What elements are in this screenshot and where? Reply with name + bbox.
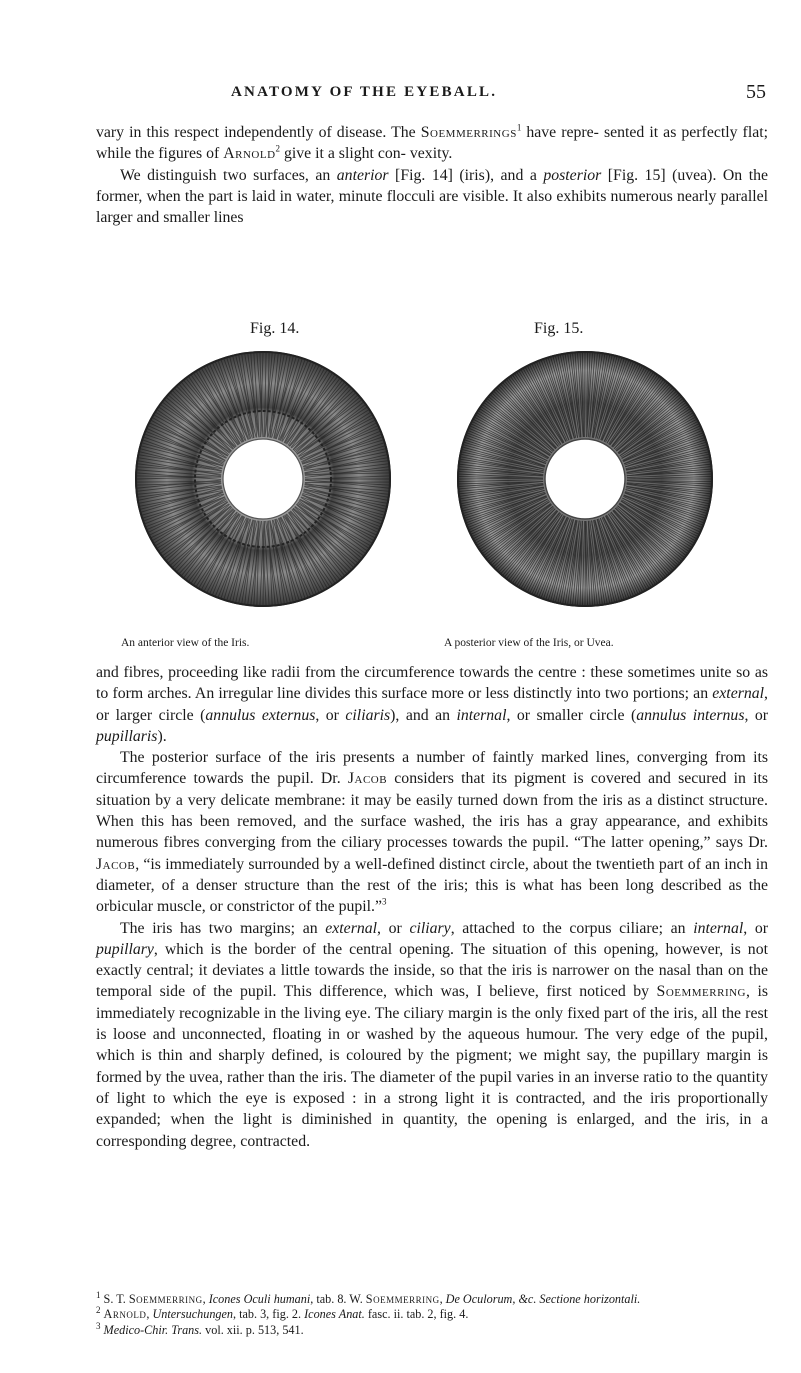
term-italic: ciliaris	[345, 706, 391, 724]
text-span: ), and an	[390, 706, 457, 724]
work-title: Icones Oculi humani	[208, 1292, 311, 1306]
text-span: [Fig. 14] (iris), and a	[388, 166, 544, 184]
term-italic: anterior	[336, 166, 389, 184]
work-title: Icones Anat.	[304, 1307, 365, 1322]
author-name: Soemmerring	[656, 983, 747, 1001]
text-span: , or	[377, 919, 410, 937]
author-name: Soemmerring	[365, 1292, 440, 1306]
figure-pair	[96, 320, 768, 650]
text-span: [Fig. 15] (uvea). On the former, when the part is laid in water, minute flocculi are visible. It also exhibits numerous nearly parallel larger and smaller lines	[96, 166, 768, 227]
text-span: , tab. 8. W.	[310, 1292, 366, 1306]
term-italic: annulus externus	[205, 706, 316, 724]
author-name: Soemmerrings	[420, 124, 517, 141]
text-span: give it a slight con-	[280, 145, 406, 163]
term-italic: ciliary	[409, 919, 451, 937]
author-name: Jacob	[347, 770, 388, 788]
fig15-label: Fig. 15.	[534, 320, 584, 337]
paragraph-intro	[96, 122, 768, 228]
text-span: ).	[157, 727, 167, 745]
text-span: , or	[744, 706, 769, 724]
author-name: Arnold	[103, 1307, 147, 1322]
term-italic: pupillaris	[96, 727, 158, 745]
text-span: vol. xii. p. 513, 541.	[202, 1322, 304, 1337]
text-span: S. T.	[100, 1292, 129, 1306]
running-title: ANATOMY OF THE EYEBALL.	[231, 84, 498, 100]
text-span: , “is immediately surrounded by a well-defined distinct circle, about the twentieth part of an inch in diameter, of a denser structure than the rest of the iris; this is what has been long described as the orbicular muscle, or constrictor of the pupil.”	[96, 855, 768, 916]
text-span: vary in this respect independently of disease. The	[96, 124, 421, 141]
footnote-3	[96, 1320, 768, 1338]
iris-posterior-illustration	[454, 348, 716, 610]
work-title: De Oculorum, &c. Sectione horizontali.	[445, 1292, 641, 1306]
page-number: 55	[746, 81, 766, 103]
text-span: and fibres, proceeding like radii from the circumference towards the centre : these sometimes unite so as to form arches. An irregular line divides this surface more or less distinctly into two portions; an	[96, 664, 768, 703]
author-name: Soemmerring	[128, 1292, 203, 1306]
text-span: ,	[439, 1292, 446, 1306]
term-italic: external	[712, 685, 765, 703]
author-name: Jacob	[96, 855, 136, 873]
text-span: ,	[146, 1307, 153, 1322]
text-span: ,	[202, 1292, 209, 1306]
footnote-1	[96, 1289, 768, 1307]
text-span: , or	[315, 706, 346, 724]
footnote-mark: 1	[96, 1289, 101, 1300]
text-span: fasc. ii. tab. 2, fig. 4.	[364, 1307, 469, 1322]
term-italic: internal	[456, 706, 507, 724]
footnote-mark: 2	[96, 1305, 101, 1316]
footnote-ref: 3	[382, 897, 387, 907]
text-span: considers that its pigment is covered and secured in its situation by a very delicate membrane: it may be easily turned down from the iris as a distinct structure. When this has been removed, and the surface washed, the iris has a gray appearance, and exhibits numerous fibres converging from the ciliary processes towards the pupil. “The latter opening,” says Dr.	[96, 770, 768, 852]
iris-anterior-illustration	[132, 348, 394, 610]
term-italic: posterior	[543, 166, 602, 184]
text-span: sented it as perfectly flat; while the figures of	[96, 124, 768, 163]
footnotes	[96, 1289, 768, 1338]
work-title: Untersuchungen	[152, 1307, 234, 1322]
fig15-caption: A posterior view of the Iris, or Uvea.	[444, 637, 614, 649]
text-span: , tab. 3, fig. 2.	[233, 1307, 305, 1322]
engraving-ray	[137, 481, 221, 482]
author-name: Arnold	[223, 145, 276, 163]
text-span: The posterior surface of the iris presents a number of faintly marked lines, converging from its circumference towards the pupil. Dr.	[96, 749, 768, 788]
text-span: vexity.	[409, 145, 453, 163]
term-italic: internal	[693, 919, 744, 937]
text-span: , is immediately recognizable in the living eye. The ciliary margin is the only fixed part of the iris, all the rest is loose and unconnected, floating in or washed by the aqueous humour. The very edge of the pupil, which is thin and sharply defined, is coloured by the pigment; we might say, the pupillary margin is formed by the uvea, rather than the iris. The diameter of the pupil varies in an inverse ratio to the quantity of light to which the eye is exposed : in a strong light it is contracted, and the iris proportionally expanded; when the light is diminished in quantity, the opening is enlarged, and the iris, in a corresponding degree, contracted.	[96, 983, 768, 1150]
footnote-ref: 1	[516, 122, 522, 133]
text-span: , attached to the corpus ciliare; an	[450, 919, 694, 937]
body-text	[96, 662, 768, 1152]
term-italic: annulus internus	[636, 706, 745, 724]
text-span: , or larger circle (	[96, 685, 768, 724]
work-title: Medico-Chir. Trans.	[103, 1322, 203, 1337]
text-span: We distinguish two surfaces, an	[120, 166, 337, 184]
running-header	[96, 81, 766, 108]
text-span: , which is the border of the central opening. The situation of this opening, however, is not exactly central; it deviates a little towards the inside, so that the iris is narrower on the nasal than on the temporal side of the pupil. This difference, which was, I believe, first noticed by	[96, 940, 768, 1001]
text-span: , or	[743, 919, 768, 937]
fig14-caption: An anterior view of the Iris.	[121, 637, 250, 649]
text-span: , or smaller circle (	[506, 706, 637, 724]
term-italic: external	[325, 919, 378, 937]
fig14-label: Fig. 14.	[250, 320, 300, 337]
footnote-2	[96, 1307, 768, 1322]
text-span: have repre-	[521, 124, 599, 141]
footnote-mark: 3	[96, 1320, 101, 1331]
term-italic: pupillary	[96, 940, 154, 958]
text-span: The iris has two margins; an	[120, 919, 326, 937]
footnote-ref: 2	[275, 144, 281, 155]
